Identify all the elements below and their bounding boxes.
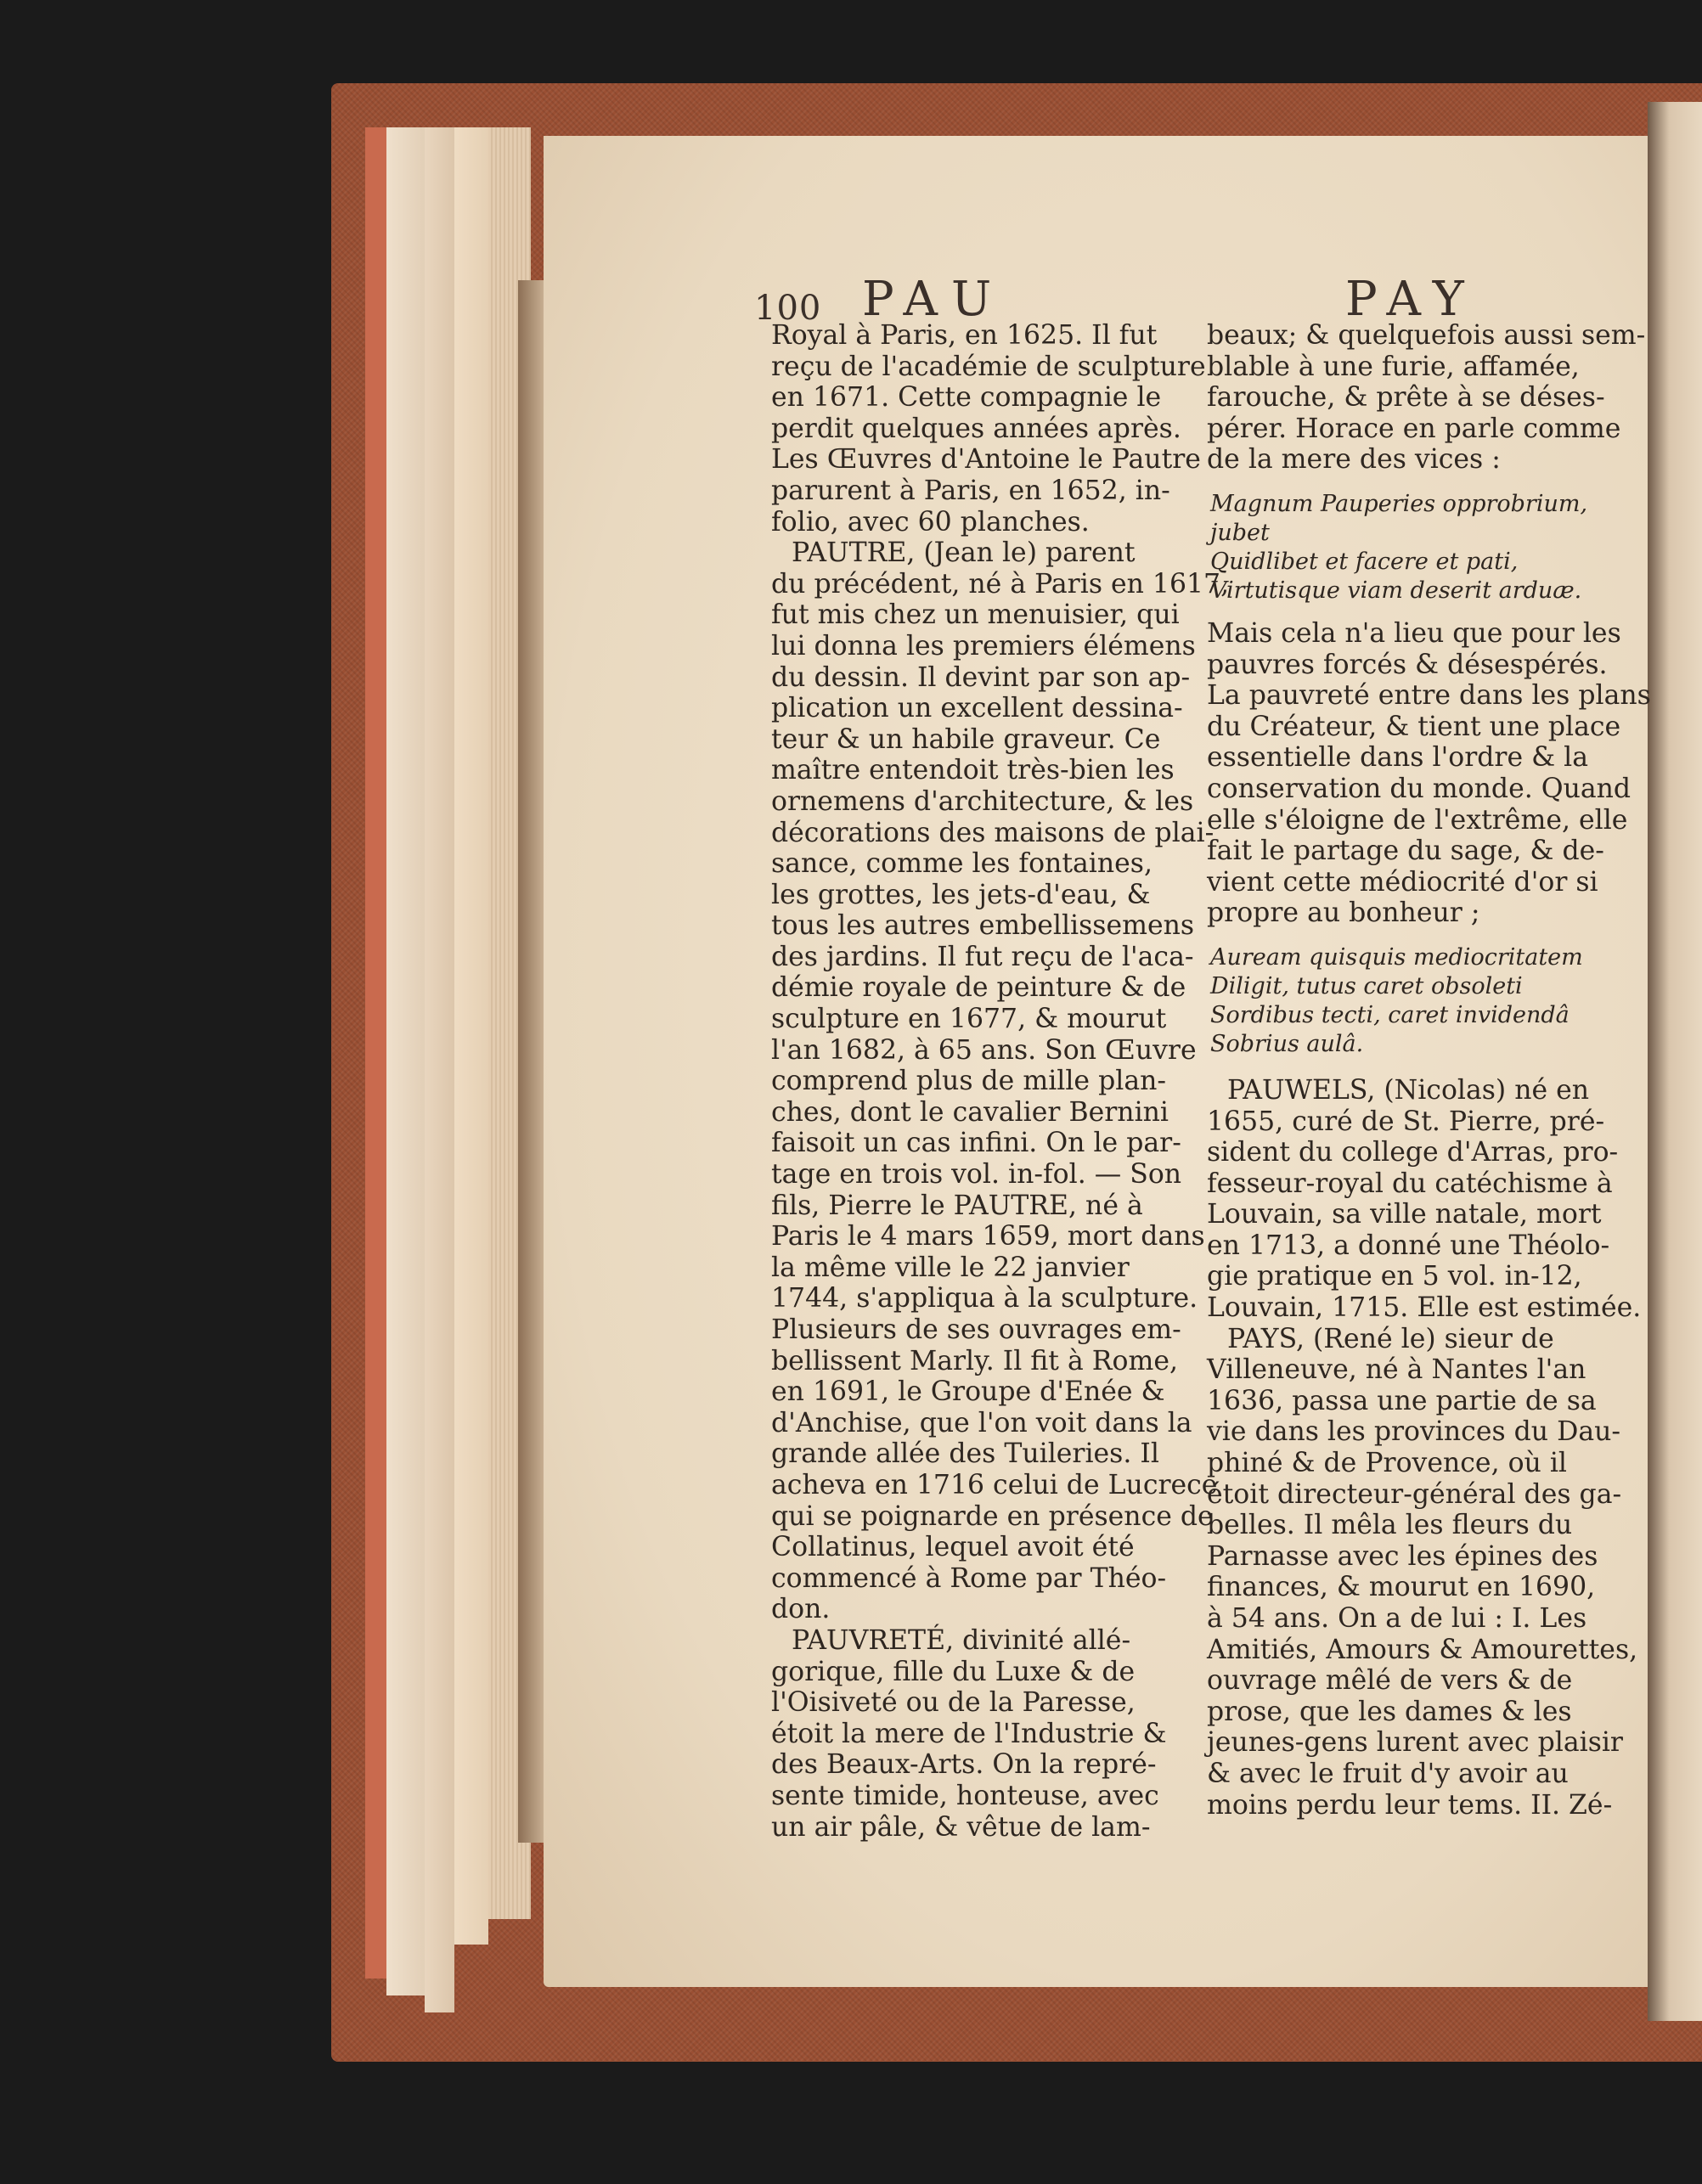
right-running-head: PAY <box>1345 272 1478 327</box>
text-line: gorique, fille du Luxe & de <box>771 1656 1136 1687</box>
text-line: Royal à Paris, en 1625. Il fut <box>771 320 1158 351</box>
text-line: PAUTRE, (Jean le) parent <box>792 538 1136 569</box>
text-line: gie pratique en 5 vol. in-12, <box>1207 1261 1582 1292</box>
verse-line: Virtutisque viam deserit arduæ. <box>1210 577 1582 604</box>
text-line: 1636, passa une partie de sa <box>1207 1385 1597 1416</box>
verse-line: Quidlibet et facere et pati, <box>1210 548 1519 575</box>
text-line: blable à une furie, affamée, <box>1207 351 1580 382</box>
text-line: acheva en 1716 celui de Lucrece <box>771 1469 1218 1500</box>
text-line: fils, Pierre le PAUTRE, né à <box>771 1190 1143 1221</box>
text-line: Les Œuvres d'Antoine le Pautre <box>771 444 1201 476</box>
spacer <box>1207 1058 1651 1075</box>
text-line: belles. Il mêla les fleurs du <box>1207 1510 1573 1541</box>
text-line: pauvres forcés & désespérés. <box>1207 649 1608 680</box>
text-line: en 1691, le Groupe d'Enée & <box>771 1376 1165 1408</box>
text-line: conservation du monde. Quand <box>1207 773 1632 804</box>
text-line: Amitiés, Amours & Amourettes, <box>1207 1634 1638 1665</box>
text-line: du précédent, né à Paris en 1617, <box>771 568 1230 599</box>
text-line: vient cette médiocrité d'or si <box>1207 866 1598 898</box>
text-line: commencé à Rome par Théo- <box>771 1562 1167 1594</box>
text-line: lui donna les premiers élémens <box>771 630 1196 661</box>
text-line: ches, dont le cavalier Bernini <box>771 1096 1169 1128</box>
text-line: démie royale de peinture & de <box>771 972 1186 1004</box>
left-running-head: PAU <box>862 272 1006 327</box>
text-line: des Beaux-Arts. On la repré- <box>771 1749 1157 1781</box>
text-line: moins perdu leur tems. II. Zé- <box>1207 1789 1613 1821</box>
spacer <box>1207 476 1651 489</box>
text-line: étoit directeur-général des ga- <box>1207 1478 1622 1510</box>
facing-page-edge <box>1648 102 1702 2021</box>
text-line: tage en trois vol. in-fol. — Son <box>771 1159 1182 1191</box>
text-line: PAUVRETÉ, divinité allé- <box>792 1624 1131 1656</box>
text-line: décorations des maisons de plai- <box>771 817 1215 848</box>
text-line: phiné & de Provence, où il <box>1207 1448 1568 1479</box>
text-line: don. <box>771 1594 831 1625</box>
text-line: Louvain, 1715. Elle est estimée. <box>1207 1292 1642 1324</box>
text-line: comprend plus de mille plan- <box>771 1066 1167 1097</box>
text-line: PAUWELS, (Nicolas) né en <box>1227 1074 1590 1106</box>
text-line: PAYS, (René le) sieur de <box>1227 1323 1554 1354</box>
text-line: teur & un habile graveur. Ce <box>771 723 1161 755</box>
text-line: grande allée des Tuileries. Il <box>771 1438 1159 1470</box>
text-line: Collatinus, lequel avoit été <box>771 1532 1135 1563</box>
text-line: faisoit un cas infini. On le par- <box>771 1128 1181 1159</box>
text-line: parurent à Paris, en 1652, in- <box>771 475 1170 506</box>
right-text-column <box>1207 320 1651 1821</box>
text-line: qui se poignarde en présence de <box>771 1500 1214 1532</box>
text-line: essentielle dans l'ordre & la <box>1207 742 1589 774</box>
spacer <box>1207 605 1651 618</box>
verse-line: Auream quisquis mediocritatem <box>1210 943 1583 971</box>
text-line: à 54 ans. On a de lui : I. Les <box>1207 1603 1587 1634</box>
text-line: 1744, s'appliqua à la sculpture. <box>771 1283 1198 1314</box>
text-line: la même ville le 22 janvier <box>771 1252 1130 1283</box>
text-line: l'an 1682, à 65 ans. Son Œuvre <box>771 1034 1197 1066</box>
text-line: Villeneuve, né à Nantes l'an <box>1207 1354 1586 1386</box>
text-line: elle s'éloigne de l'extrême, elle <box>1207 804 1628 836</box>
text-line: des jardins. Il fut reçu de l'aca- <box>771 941 1194 972</box>
text-line: propre au bonheur ; <box>1207 898 1480 929</box>
text-line: & avec le fruit d'y avoir au <box>1207 1758 1569 1789</box>
text-line: sente timide, honteuse, avec <box>771 1780 1159 1811</box>
text-line: sident du college d'Arras, pro- <box>1207 1137 1619 1168</box>
text-line: tous les autres embellissemens <box>771 910 1195 942</box>
text-line: prose, que les dames & les <box>1207 1696 1572 1727</box>
verse-line: Sobrius aulâ. <box>1210 1030 1364 1057</box>
text-line: du dessin. Il devint par son ap- <box>771 661 1191 693</box>
text-line: ornemens d'architecture, & les <box>771 785 1194 817</box>
text-line: sance, comme les fontaines, <box>771 848 1153 880</box>
gutter-shadow <box>518 280 544 1843</box>
text-line: ouvrage mêlé de vers & de <box>1207 1665 1573 1697</box>
text-line: beaux; & quelquefois aussi sem- <box>1207 320 1646 351</box>
verse-line: jubet <box>1210 519 1270 546</box>
page-stack <box>425 127 454 2012</box>
text-line: Parnasse avec les épines des <box>1207 1540 1598 1572</box>
text-line: jeunes-gens lurent avec plaisir <box>1207 1727 1623 1759</box>
verse-line: Magnum Pauperies opprobrium, <box>1210 490 1588 517</box>
text-line: vie dans les provinces du Dau- <box>1207 1416 1621 1448</box>
page-stack <box>454 127 488 1945</box>
spacer <box>1207 929 1651 943</box>
text-line: fait le partage du sage, & de- <box>1207 836 1604 867</box>
text-line: sculpture en 1677, & mourut <box>771 1004 1167 1035</box>
text-line: La pauvreté entre dans les plans <box>1207 680 1651 712</box>
text-line: farouche, & prête à se déses- <box>1207 382 1605 414</box>
text-line: bellissent Marly. Il fit à Rome, <box>771 1345 1178 1376</box>
text-line: finances, & mourut en 1690, <box>1207 1572 1596 1603</box>
text-line: perdit quelques années après. <box>771 413 1181 444</box>
text-line: Plusieurs de ses ouvrages em- <box>771 1314 1181 1345</box>
text-line: fut mis chez un menuisier, qui <box>771 599 1180 631</box>
text-line: plication un excellent dessina- <box>771 693 1183 724</box>
text-line: d'Anchise, que l'on voit dans la <box>771 1407 1192 1438</box>
text-line: fesseur-royal du catéchisme à <box>1207 1168 1613 1199</box>
text-line: maître entendoit très-bien les <box>771 755 1175 786</box>
text-line: Louvain, sa ville natale, mort <box>1207 1199 1602 1230</box>
text-line: du Créateur, & tient une place <box>1207 711 1621 742</box>
text-line: les grottes, les jets-d'eau, & <box>771 879 1151 910</box>
verse-line: Diligit, tutus caret obsoleti <box>1210 972 1523 999</box>
page-stack <box>386 127 425 1995</box>
text-line: en 1671. Cette compagnie le <box>771 382 1162 414</box>
text-line: folio, avec 60 planches. <box>771 506 1090 538</box>
text-line: étoit la mere de l'Industrie & <box>771 1718 1167 1749</box>
page-number: 100 <box>754 289 822 328</box>
text-line: Mais cela n'a lieu que pour les <box>1207 617 1621 649</box>
text-line: reçu de l'académie de sculpture <box>771 351 1206 382</box>
text-line: de la mere des vices : <box>1207 444 1501 476</box>
text-line: en 1713, a donné une Théolo- <box>1207 1230 1610 1261</box>
text-line: 1655, curé de St. Pierre, pré- <box>1207 1106 1605 1137</box>
text-line: Paris le 4 mars 1659, mort dans <box>771 1221 1205 1252</box>
text-line: un air pâle, & vêtue de lam- <box>771 1811 1151 1843</box>
verse-line: Sordibus tecti, caret invidendâ <box>1210 1001 1570 1028</box>
text-line: pérer. Horace en parle comme <box>1207 413 1621 444</box>
text-line: l'Oisiveté ou de la Paresse, <box>771 1687 1136 1719</box>
left-text-column <box>771 320 1229 1843</box>
